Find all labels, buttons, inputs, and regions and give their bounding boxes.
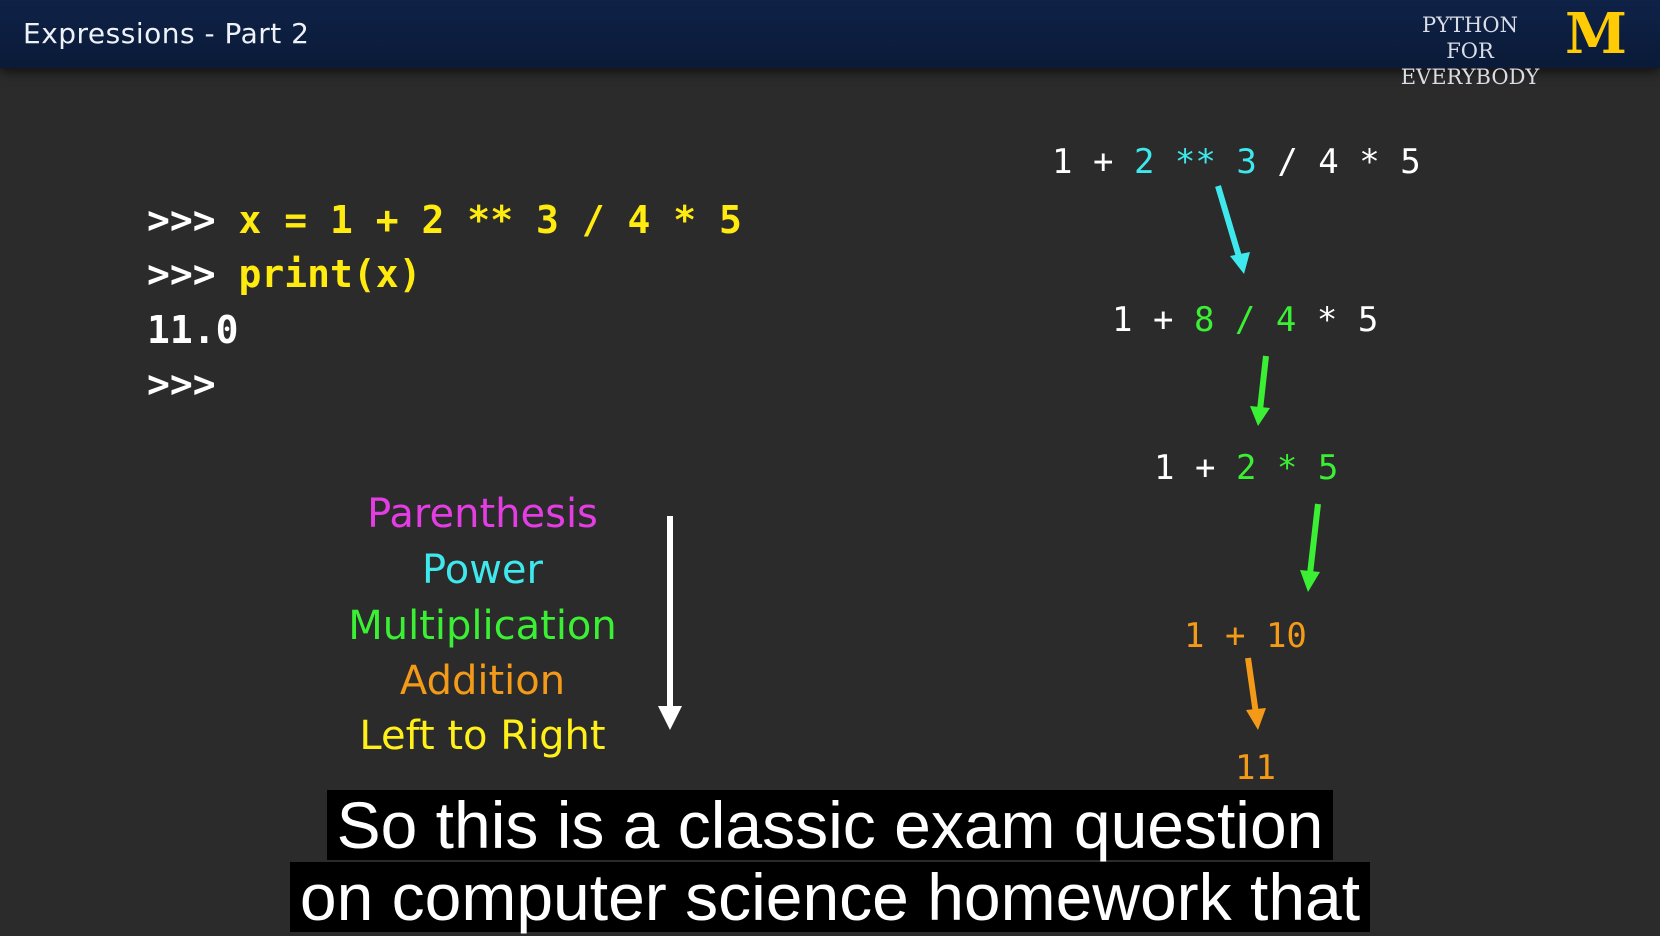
precedence-left-to-right: Left to Right [359,713,606,759]
step1-token: 3 [1236,142,1257,182]
prompt: >>> [147,198,216,242]
prompt: >>> [147,362,216,406]
step2-token: 8 [1193,300,1215,340]
step3-token: * [1276,448,1298,488]
caption-line-2 [0,862,1660,932]
step3-token: + [1194,448,1216,488]
step4-token: + [1224,616,1246,656]
step1-token: 2 [1133,142,1155,182]
prompt: >>> [147,252,216,296]
step3-token: 5 [1317,448,1339,488]
step2-token: 1 [1112,300,1133,340]
step1-token: + [1092,142,1114,182]
step4-token: 1 [1184,616,1205,656]
step2-token: + [1152,300,1174,340]
brand-line-2: EVERYBODY [1400,65,1540,89]
step3-token: 1 [1154,448,1175,488]
code-output: 11.0 [147,308,239,352]
step2-token: * [1316,300,1338,340]
slide-title: Expressions - Part 2 [23,17,310,50]
michigan-logo-icon: M [1565,1,1625,67]
step-arrow-3-icon [1300,504,1320,592]
step-result: 11 [1235,748,1276,788]
expression-code: x = 1 + 2 ** 3 / 4 * 5 [238,198,742,242]
step-arrow-2-icon [1250,356,1270,426]
step1-token: 5 [1400,142,1421,182]
precedence-power: Power [422,547,543,593]
step1-token: 1 [1052,142,1073,182]
precedence-multiplication: Multiplication [348,603,617,649]
step1-token: * [1359,142,1380,182]
step2-token: / [1234,300,1256,340]
step2-token: 4 [1275,300,1297,340]
step-arrow-1-icon [1218,186,1250,274]
precedence-addition: Addition [399,658,566,704]
print-code: print(x) [238,252,422,296]
caption-line-1 [0,790,1660,860]
brand-line-1: PYTHON FOR [1422,13,1518,63]
step4-token: 10 [1265,616,1307,656]
step3-token: 2 [1235,448,1257,488]
caption-text-1: So this is a classic exam question [327,790,1334,860]
step-arrow-4-icon [1246,658,1266,730]
precedence-arrow-icon [658,516,682,730]
step1-token: ** [1174,142,1216,182]
step1-token: / [1277,142,1298,182]
caption-text-2: on computer science homework that [290,862,1370,932]
step1-token: 4 [1318,142,1339,182]
precedence-parenthesis: Parenthesis [367,491,598,537]
step2-token: 5 [1357,300,1379,340]
